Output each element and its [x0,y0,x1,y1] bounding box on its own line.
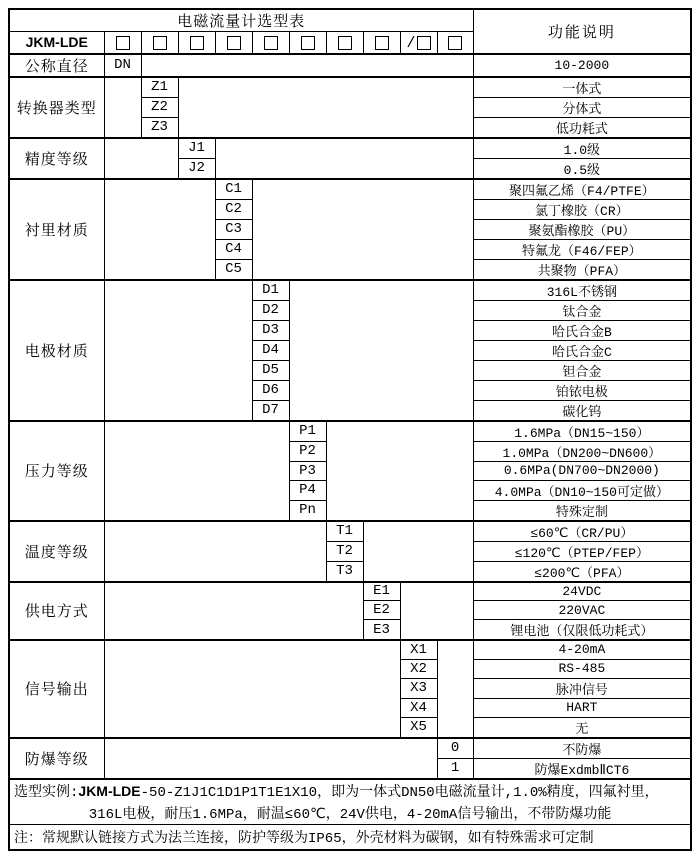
desc-D3: 哈氏合金B [473,320,691,340]
code-cell-0: 0 [437,738,473,759]
spacer-left-signal-output [104,640,400,738]
code-cell-P4: P4 [289,480,326,500]
desc-1: 防爆ExdmbⅡCT6 [473,758,691,779]
code-cell-X4: X4 [400,698,437,717]
desc-J2: 0.5级 [473,158,691,179]
code-cell-Pn: Pn [289,500,326,521]
code-cell-E3: E3 [363,620,400,641]
code-cell-X1: X1 [400,640,437,659]
code-cell-X5: X5 [400,717,437,738]
code-cell-D4: D4 [252,340,289,360]
desc-D4: 哈氏合金C [473,340,691,360]
desc-DN: 10-2000 [473,54,691,77]
desc-D5: 钽合金 [473,360,691,380]
desc-Z2: 分体式 [473,97,691,117]
checkbox-icon [227,36,241,50]
code-cell-DN: DN [104,54,141,77]
desc-Pn: 特殊定制 [473,500,691,521]
desc-T1: ≤60℃（CR/PU） [473,521,691,542]
desc-0: 不防爆 [473,738,691,759]
spacer-left-power-supply [104,582,363,641]
pressure-grade-row-1 [9,421,691,442]
spacer-left-electrode-material [104,280,252,421]
model-slot-8 [363,32,400,54]
electrode-material-row-1 [9,280,691,301]
lining-material-row-1 [9,179,691,200]
checkbox-icon [375,36,389,50]
spacer-left-lining-material [104,179,215,280]
desc-C4: 特氟龙（F46/FEP） [473,239,691,259]
desc-Z3: 低功耗式 [473,117,691,138]
category-accuracy-grade: 精度等级 [9,138,104,179]
code-cell-D6: D6 [252,380,289,400]
desc-C1: 聚四氟乙烯（F4/PTFE） [473,179,691,200]
model-slot-7 [326,32,363,54]
code-cell-E1: E1 [363,582,400,601]
code-cell-D5: D5 [252,360,289,380]
code-cell-T2: T2 [326,541,363,561]
code-cell-P2: P2 [289,441,326,461]
code-cell-J1: J1 [178,138,215,159]
code-cell-P3: P3 [289,461,326,480]
code-cell-T3: T3 [326,561,363,582]
code-cell-1: 1 [437,758,473,779]
desc-J1: 1.0级 [473,138,691,159]
checkbox-icon [338,36,352,50]
spacer-right-nominal-diameter [141,54,473,77]
spacer-left-temperature-grade [104,521,326,582]
function-description-header: 功能说明 [473,9,691,54]
desc-C2: 氯丁橡胶（CR） [473,199,691,219]
code-cell-C3: C3 [215,219,252,239]
converter-type-row-1 [9,77,691,98]
temperature-grade-row-1 [9,521,691,542]
desc-X5: 无 [473,717,691,738]
spacer-right-electrode-material [289,280,473,421]
selection-groups [9,54,691,779]
desc-P2: 1.0MPa（DN200~DN600） [473,441,691,461]
code-cell-D2: D2 [252,300,289,320]
code-cell-D1: D1 [252,280,289,301]
checkbox-icon [417,36,431,50]
category-explosion-proof: 防爆等级 [9,738,104,779]
code-cell-Z3: Z3 [141,117,178,138]
title-row [9,9,691,32]
category-signal-output: 信号输出 [9,640,104,738]
spacer-left-pressure-grade [104,421,289,521]
category-electrode-material: 电极材质 [9,280,104,421]
spacer-right-signal-output [437,640,473,738]
desc-D2: 钛合金 [473,300,691,320]
desc-P1: 1.6MPa（DN15~150） [473,421,691,442]
selection-example [9,779,691,825]
code-cell-P1: P1 [289,421,326,442]
desc-T2: ≤120℃（PTEP/FEP） [473,541,691,561]
code-cell-C2: C2 [215,199,252,219]
category-power-supply: 供电方式 [9,582,104,641]
spacer-right-power-supply [400,582,473,641]
checkbox-icon [153,36,167,50]
desc-Z1: 一体式 [473,77,691,98]
desc-D1: 316L不锈钢 [473,280,691,301]
accuracy-grade-row-1 [9,138,691,159]
spacer-right-lining-material [252,179,473,280]
code-cell-X3: X3 [400,678,437,698]
desc-C3: 聚氨酯橡胶（PU） [473,219,691,239]
code-cell-Z1: Z1 [141,77,178,98]
code-cell-X2: X2 [400,659,437,678]
desc-X1: 4-20mA [473,640,691,659]
desc-E1: 24VDC [473,582,691,601]
example-line-1 [10,780,690,801]
code-cell-T1: T1 [326,521,363,542]
selection-table [8,8,692,851]
checkbox-icon [116,36,130,50]
desc-P3: 0.6MPa(DN700~DN2000) [473,461,691,480]
power-supply-row-1 [9,582,691,601]
desc-E2: 220VAC [473,601,691,620]
category-converter-type: 转换器类型 [9,77,104,138]
checkbox-icon [264,36,278,50]
code-cell-E2: E2 [363,601,400,620]
spacer-right-converter-type [178,77,473,138]
desc-D7: 碳化钨 [473,400,691,421]
category-temperature-grade: 温度等级 [9,521,104,582]
category-pressure-grade: 压力等级 [9,421,104,521]
desc-X4: HART [473,698,691,717]
spacer-right-pressure-grade [326,421,473,521]
model-slot-5 [252,32,289,54]
note-row [9,825,691,850]
example-row [9,779,691,825]
code-cell-D7: D7 [252,400,289,421]
code-cell-Z2: Z2 [141,97,178,117]
desc-X3: 脉冲信号 [473,678,691,698]
page-title: 电磁流量计选型表 [9,9,473,32]
code-cell-C1: C1 [215,179,252,200]
code-cell-C4: C4 [215,239,252,259]
category-lining-material: 衬里材质 [9,179,104,280]
desc-C5: 共聚物（PFA） [473,259,691,280]
model-slot-9 [400,32,437,54]
spacer-left-accuracy-grade [104,138,178,179]
checkbox-icon [190,36,204,50]
model-prefix: JKM-LDE [9,32,104,54]
checkbox-icon [448,36,462,50]
nominal-diameter-row-1 [9,54,691,77]
model-slot-6 [289,32,326,54]
category-nominal-diameter: 公称直径 [9,54,104,77]
explosion-proof-row-1 [9,738,691,759]
checkbox-icon [301,36,315,50]
example-code-text: -50-Z1J1C1D1P1T1E1X10，即为一体式DN50电磁流量计,1.0%精度，四氟衬里， [140,785,659,802]
spacer-right-temperature-grade [363,521,473,582]
slash-separator: / [406,34,416,52]
desc-P4: 4.0MPa（DN10~150可定做） [473,480,691,500]
desc-X2: RS-485 [473,659,691,678]
model-slot-4 [215,32,252,54]
spacer-left-explosion-proof [104,738,437,779]
signal-output-row-1 [9,640,691,659]
example-label: 选型实例: [14,785,79,802]
example-line-2: 316L电极，耐压1.6MPa，耐温≤60℃，24V供电，4-20mA信号输出，不带防爆功能 [88,807,612,824]
desc-T3: ≤200℃（PFA） [473,561,691,582]
example-model-prefix: JKM-LDE [78,783,141,800]
spacer-right-accuracy-grade [215,138,473,179]
spacer-left-converter-type [104,77,141,138]
code-cell-C5: C5 [215,259,252,280]
note-text: 注：常规默认链接方式为法兰连接，防护等级为IP65，外壳材料为碳钢，如有特殊需求可定制 [9,825,691,850]
code-cell-J2: J2 [178,158,215,179]
model-slot-10 [437,32,473,54]
desc-E3: 锂电池（仅限低功耗式） [473,620,691,641]
model-slot-2 [141,32,178,54]
model-slot-3 [178,32,215,54]
code-cell-D3: D3 [252,320,289,340]
model-slot-1 [104,32,141,54]
desc-D6: 铂铱电极 [473,380,691,400]
